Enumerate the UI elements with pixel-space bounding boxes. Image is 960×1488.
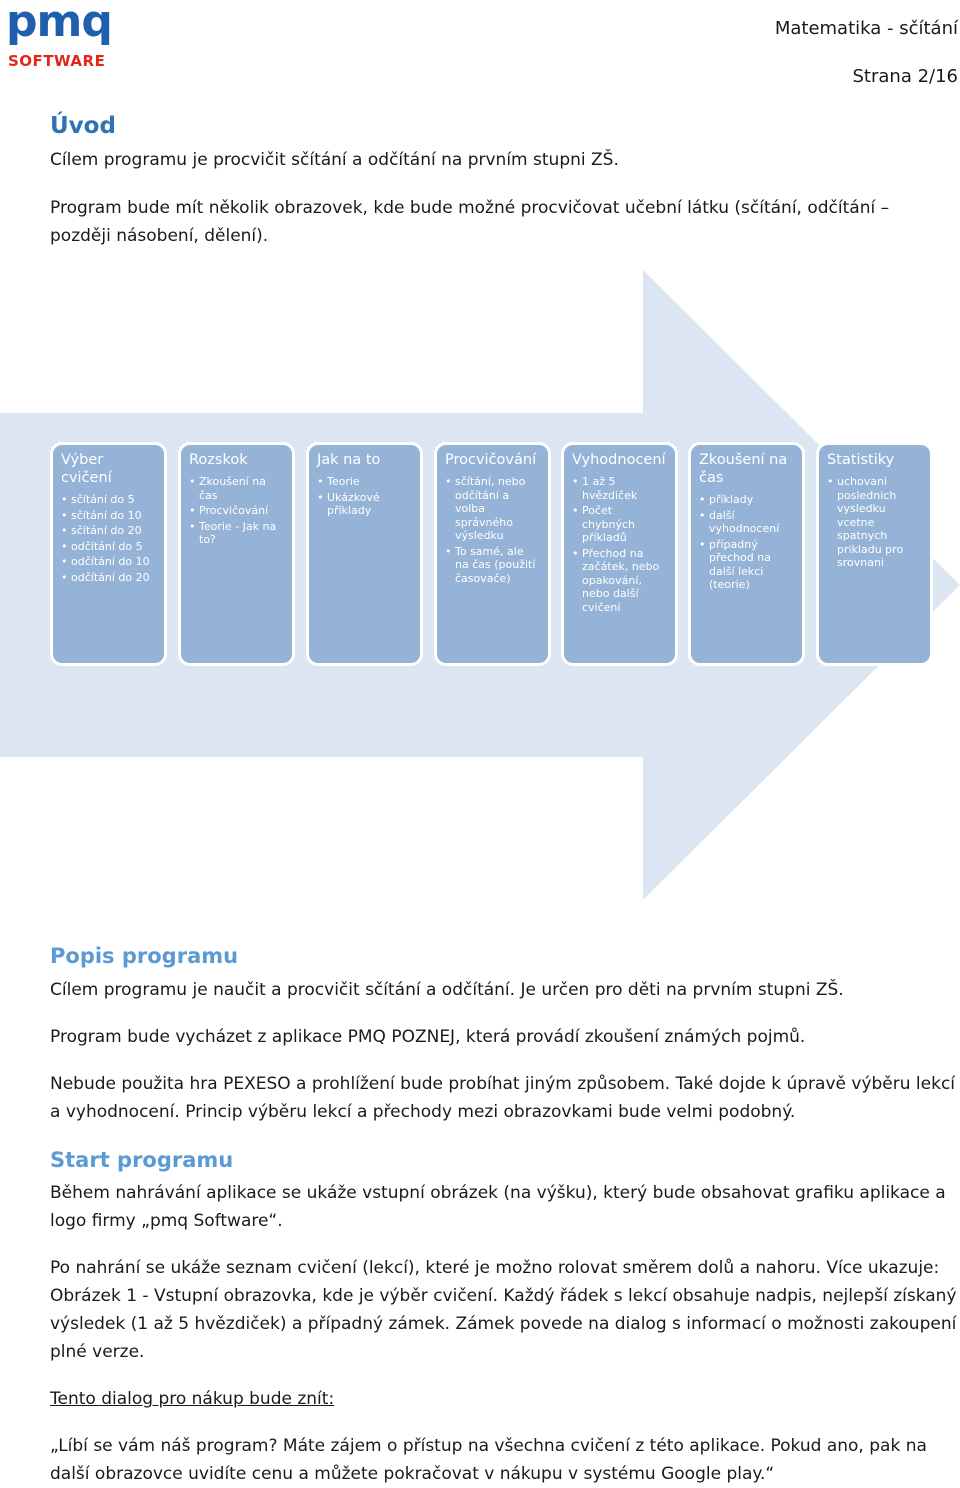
- intro-paragraph-2: Program bude mít několik obrazovek, kde bude možné procvičovat učební látku (sčítání, odčítání – později násobení, dělení).: [50, 198, 890, 246]
- document-title: Matematika - sčítání: [774, 18, 958, 39]
- diagram-box-title: Výber cvičení: [61, 452, 112, 486]
- pmq-software-logo: [6, 0, 126, 70]
- diagram-box-list: [189, 475, 284, 547]
- popis-paragraph-3: Nebude použita hra PEXESO a prohlížení bude probíhat jiným způsobem. Také dojde k úpravě výběru lekcí a vyhodnocení. Princip výběru lekcí a přechody mezi obrazovkami bude velmi podobný.: [50, 1074, 956, 1122]
- diagram-box-item: • Přechod na začátek, nebo opakování, nebo další cvičení: [572, 547, 667, 615]
- diagram-box-item: • sčítání do 20: [61, 524, 156, 538]
- diagram-box-list: [445, 475, 540, 585]
- diagram-box-list: [572, 475, 667, 614]
- start-paragraph-2: Po nahrání se ukáže seznam cvičení (lekcí), které je možno rolovat směrem dolů a nahoru. Více ukazuje: Obrázek 1 - Vstupní obrazovka, kde je výběr cvičení. Každý řádek s lekcí obsahuje nadpis, nejlepší získaný výsledek (1 až 5 hvězdiček) a případný zámek. Zámek povede na dialog s informací o možnosti zakoupení plné verze.: [50, 1258, 957, 1362]
- heading-popis-programu: Popis programu: [50, 944, 239, 968]
- diagram-box-item: • odčítání do 5: [61, 540, 156, 554]
- logo-text: pmq: [6, 0, 112, 47]
- diagram-box: [434, 442, 551, 666]
- diagram-box-item: • Procvičování: [189, 504, 284, 518]
- logo-subtext: SOFTWARE: [8, 52, 106, 70]
- diagram-box-item: • Počet chybných příkladů: [572, 504, 667, 545]
- page-number: Strana 2/16: [852, 66, 958, 87]
- popis-paragraph-1: Cílem programu je naučit a procvičit sčítání a odčítání. Je určen pro děti na prvním stupni ZŠ.: [50, 980, 844, 1000]
- diagram-box: [816, 442, 933, 666]
- diagram-box-list: [317, 475, 412, 518]
- diagram-box-title: Vyhodnocení: [572, 452, 666, 468]
- diagram-box: [561, 442, 678, 666]
- diagram-box-title: Zkoušení na čas: [699, 452, 788, 486]
- diagram-box-list: [827, 475, 922, 570]
- diagram-box-item: • uchovani poslednich vysledku vcetne spatnych prikladu pro srovnani: [827, 475, 922, 570]
- diagram-box-list: [61, 493, 156, 584]
- diagram-box-item: • sčítání do 10: [61, 509, 156, 523]
- diagram-box-item: • Teorie - Jak na to?: [189, 520, 284, 547]
- diagram-box-item: • sčítání, nebo odčítání a volba správného výsledku: [445, 475, 540, 543]
- diagram-box: [688, 442, 805, 666]
- diagram-box-item: • Teorie: [317, 475, 412, 489]
- diagram-box-item: • Ukázkové příklady: [317, 491, 412, 518]
- popis-paragraph-2: Program bude vycházet z aplikace PMQ POZNEJ, která provádí zkoušení známých pojmů.: [50, 1027, 806, 1047]
- diagram-box-item: • další vyhodnocení: [699, 509, 794, 536]
- diagram-box-item: • 1 až 5 hvězdiček: [572, 475, 667, 502]
- diagram-box-item: • odčítání do 10: [61, 555, 156, 569]
- diagram-box-item: • příklady: [699, 493, 794, 507]
- diagram-box-item: • sčítání do 5: [61, 493, 156, 507]
- diagram-box-item: • případný přechod na další lekci (teorie): [699, 538, 794, 592]
- diagram-box-title: Jak na to: [317, 452, 381, 468]
- dialog-quote: „Líbí se vám náš program? Máte zájem o přístup na všechna cvičení z této aplikace. Pokud ano, pak na další obrazovce uvidíte cenu a můžete pokračovat v nákupu v systému Google play.“: [50, 1436, 927, 1484]
- diagram-box: [50, 442, 167, 666]
- diagram-box: [306, 442, 423, 666]
- diagram-box-title: Statistiky: [827, 452, 895, 468]
- diagram-box-item: • odčítání do 20: [61, 571, 156, 585]
- heading-uvod: Úvod: [50, 113, 116, 139]
- intro-paragraph-1: Cílem programu je procvičit sčítání a odčítání na prvním stupni ZŠ.: [50, 150, 619, 170]
- diagram-box-title: Rozskok: [189, 452, 248, 468]
- diagram-box-list: [699, 493, 794, 592]
- start-paragraph-1: Během nahrávání aplikace se ukáže vstupní obrázek (na výšku), který bude obsahovat grafiku aplikace a logo firmy „pmq Software“.: [50, 1183, 946, 1231]
- heading-start-programu: Start programu: [50, 1148, 234, 1172]
- diagram-box: [178, 442, 295, 666]
- process-diagram: [0, 270, 960, 900]
- diagram-box-item: • Zkoušení na čas: [189, 475, 284, 502]
- diagram-box-title: Procvičování: [445, 452, 537, 468]
- dialog-label: Tento dialog pro nákup bude znít:: [50, 1389, 335, 1409]
- diagram-box-item: • To samé, ale na čas (použití časovače): [445, 545, 540, 586]
